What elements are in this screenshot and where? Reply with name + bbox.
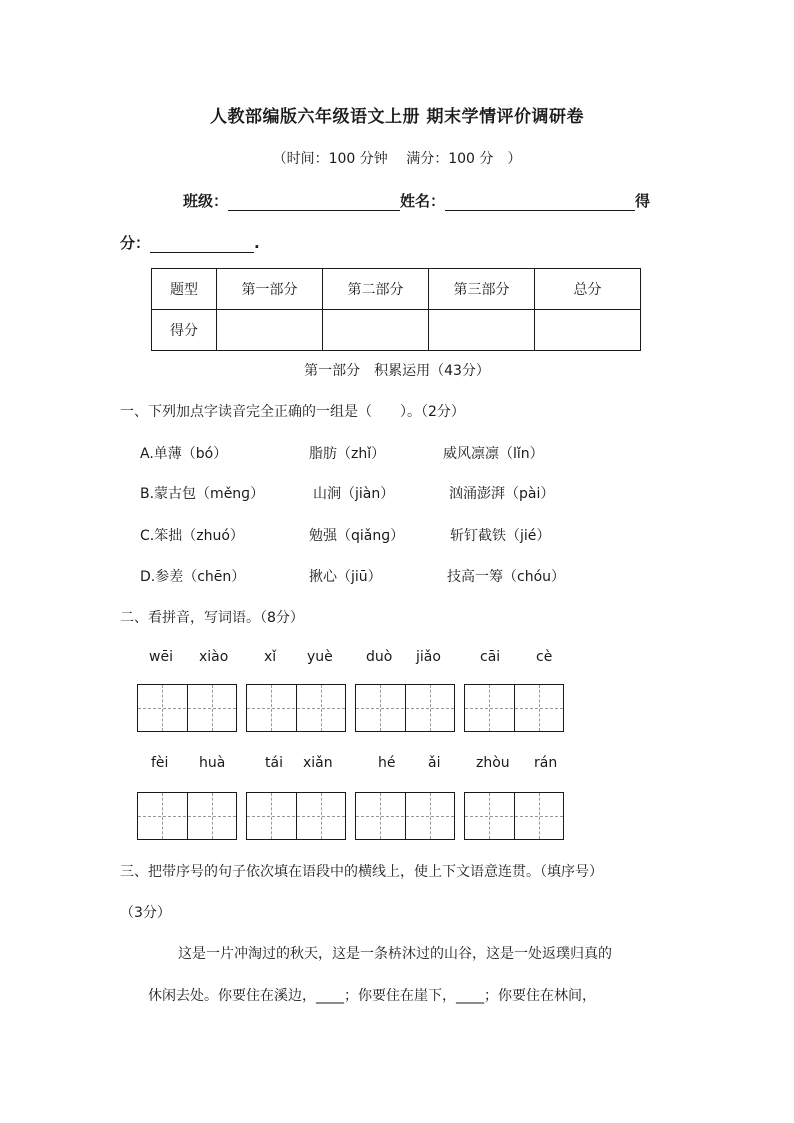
table-header-cell: 第一部分 <box>217 269 323 310</box>
score-cell-part1[interactable] <box>217 310 323 351</box>
passage-line-1: 这是一片冲淘过的秋天，这是一条枿沐过的山谷，这是一处返璞归真的 <box>178 946 612 962</box>
score-end-mark: . <box>254 234 260 252</box>
pinyin-syllable: cè <box>536 649 553 665</box>
option-c-3: 斩钉截铁（jié） <box>450 528 551 544</box>
option-b-1: B.蒙古包（měnɡ） <box>140 486 265 502</box>
pinyin-syllable: zhòu <box>476 755 510 771</box>
pinyin-syllable: rán <box>534 755 558 771</box>
writing-grid[interactable] <box>246 684 346 732</box>
table-row-label: 得分 <box>152 310 217 351</box>
option-a-1: A.单薄（bó） <box>140 446 228 462</box>
score-table-header-row <box>152 269 641 310</box>
pinyin-syllable: huà <box>199 755 226 771</box>
class-blank[interactable] <box>228 192 400 211</box>
option-a-2: 脂肪（zhǐ） <box>309 446 386 462</box>
writing-grid[interactable] <box>464 684 564 732</box>
score-cell-total[interactable] <box>535 310 641 351</box>
table-header-cell: 第二部分 <box>323 269 429 310</box>
writing-grid[interactable] <box>464 792 564 840</box>
pinyin-syllable: duò <box>366 649 393 665</box>
name-label: 姓名： <box>400 192 446 210</box>
writing-grid[interactable] <box>137 792 237 840</box>
page-title: 人教部编版六年级语文上册 期末学情评价调研卷 <box>210 107 584 127</box>
class-name-row <box>183 190 650 211</box>
pinyin-syllable: hé <box>378 755 396 771</box>
question-3-points: （3分） <box>120 905 171 921</box>
pinyin-syllable: xǐ <box>264 649 277 665</box>
option-c-2: 勉强（qiǎnɡ） <box>309 528 405 544</box>
question-2: 二、看拼音，写词语。（8分） <box>120 610 304 626</box>
table-header-cell: 总分 <box>535 269 641 310</box>
class-label: 班级： <box>183 192 229 210</box>
pinyin-syllable: xiǎn <box>303 755 333 771</box>
score-label-start: 得 <box>635 192 651 210</box>
question-3: 三、把带序号的句子依次填在语段中的横线上，使上下文语意连贯。（填序号） <box>120 864 603 880</box>
table-header-cell: 第三部分 <box>429 269 535 310</box>
pinyin-syllable: jiǎo <box>416 649 441 665</box>
score-table <box>151 268 641 351</box>
option-d-1: D.参差（chēn） <box>140 569 246 585</box>
writing-grid[interactable] <box>355 684 455 732</box>
score-table-score-row <box>152 310 641 351</box>
writing-grid[interactable] <box>355 792 455 840</box>
pinyin-syllable: tái <box>265 755 283 771</box>
score-cell-part2[interactable] <box>323 310 429 351</box>
score-cell-part3[interactable] <box>429 310 535 351</box>
option-d-3: 技高一筹（chóu） <box>447 569 566 585</box>
score-label-end: 分： <box>120 234 151 252</box>
pinyin-syllable: ǎi <box>428 755 441 771</box>
writing-grid[interactable] <box>246 792 346 840</box>
pinyin-syllable: fèi <box>151 755 169 771</box>
section-title: 第一部分 积累运用（43分） <box>304 363 490 379</box>
option-d-2: 揪心（jiū） <box>309 569 382 585</box>
pinyin-syllable: xiào <box>199 649 229 665</box>
exam-time-score: （时间：100 分钟 满分：100 分 ） <box>272 151 522 167</box>
option-a-3: 威风凛凛（lǐn） <box>443 446 544 462</box>
pinyin-syllable: yuè <box>307 649 333 665</box>
option-c-1: C.笨拙（zhuó） <box>140 528 244 544</box>
writing-grid[interactable] <box>137 684 237 732</box>
question-1: 一、下列加点字读音完全正确的一组是（ ）。（2分） <box>120 404 465 420</box>
score-row <box>120 232 260 253</box>
option-b-3: 汹涌澎湃（pài） <box>449 486 555 502</box>
passage-line-2: 休闲去处。你要住在溪边，____；你要住在崖下，____；你要住在林间， <box>148 988 596 1004</box>
name-blank[interactable] <box>445 192 635 211</box>
score-blank[interactable] <box>150 234 254 253</box>
table-header-cell: 题型 <box>152 269 217 310</box>
pinyin-syllable: cāi <box>480 649 501 665</box>
option-b-2: 山涧（jiàn） <box>313 486 395 502</box>
pinyin-syllable: wēi <box>149 649 173 665</box>
